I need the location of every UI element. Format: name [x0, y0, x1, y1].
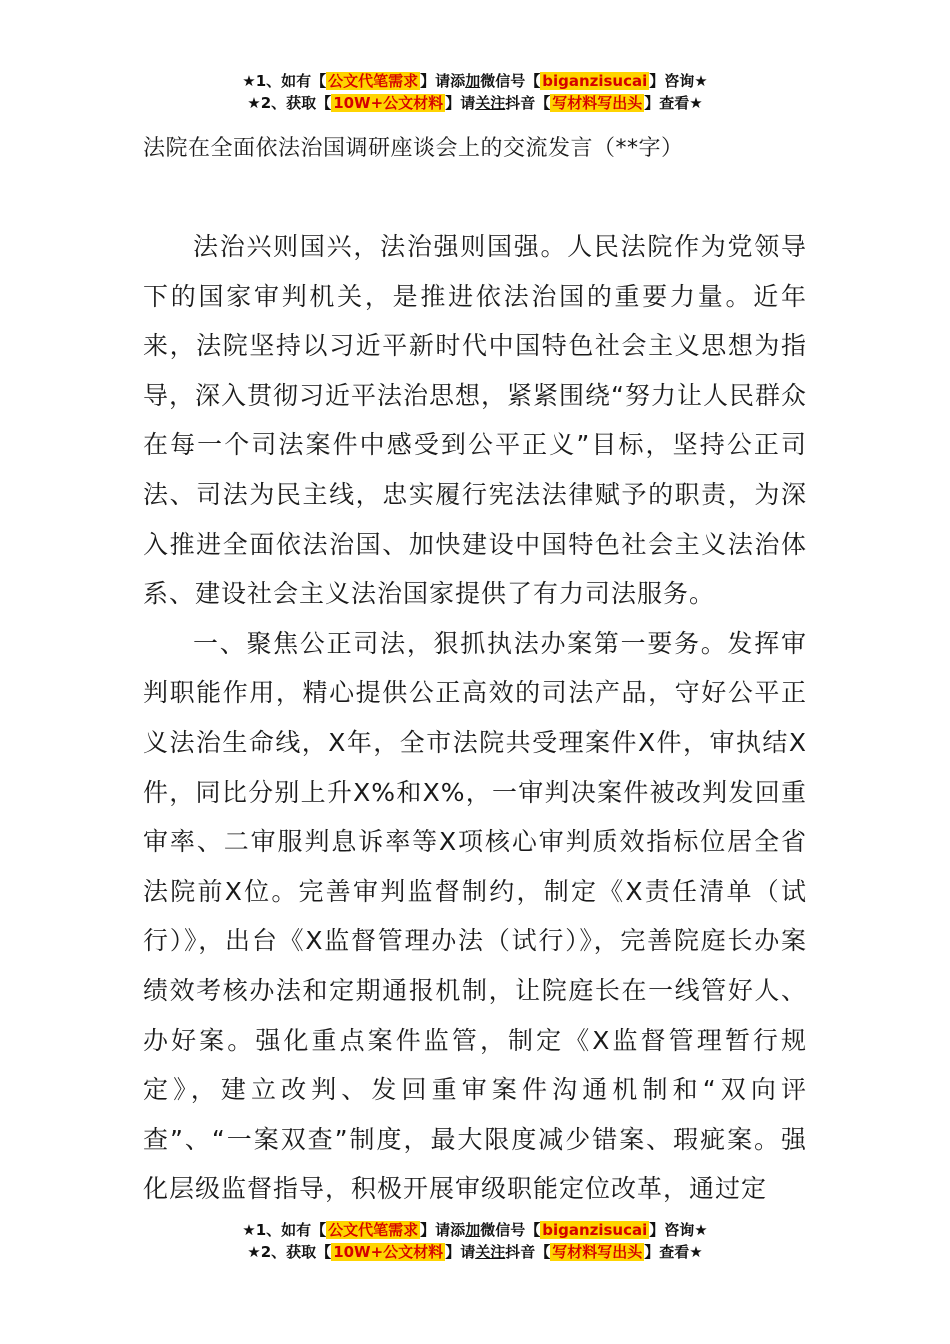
notice-text: 】查看★ — [644, 94, 703, 112]
notice-text: 】咨询★ — [649, 1221, 708, 1239]
notice-text: 抖音【 — [505, 94, 551, 112]
notice-text: ★2、获取【 — [247, 94, 332, 112]
highlight-wechat-id: biganzisucai — [542, 1221, 648, 1239]
top-notice-banner — [0, 70, 950, 114]
notice-text: 】请 — [445, 94, 476, 112]
notice-text: 加 — [465, 1221, 481, 1239]
highlight-materials: 10W+公文材料 — [333, 94, 444, 112]
notice-text: 关注 — [475, 94, 506, 112]
notice-line-1 — [0, 1219, 950, 1241]
notice-text: 关注 — [475, 1243, 506, 1261]
notice-text: ★2、获取【 — [247, 1243, 332, 1261]
notice-text: ★1、如有【 — [242, 72, 327, 90]
notice-text: 】请添 — [420, 1221, 466, 1239]
notice-text: 】咨询★ — [649, 72, 708, 90]
notice-line-2 — [0, 92, 950, 114]
notice-text: 】请 — [445, 1243, 476, 1261]
highlight-materials: 10W+公文材料 — [333, 1243, 444, 1261]
notice-line-1 — [0, 70, 950, 92]
notice-line-2 — [0, 1241, 950, 1263]
document-title: 法院在全面依法治国调研座谈会上的交流发言（**字） — [143, 136, 684, 161]
paragraph-section-1: 一、聚焦公正司法，狠抓执法办案第一要务。发挥审判职能作用，精心提供公正高效的司法产品，守好公平正义法治生命线，X年，全市法院共受理案件X件，审执结X件，同比分别上升X%和X%，一审判决案件被改判发回重审率、二审服判息诉率等X项核心审判质效指标位居全省法院前X位。完善审判监督制约，制定《X责任清单（试行）》，出台《X监督管理办法（试行）》，完善院庭长办案绩效考核办法和定期通报机制，让院庭长在一线管好人、办好案。强化重点案件监管，制定《X监督管理暂行规定》，建立改判、发回重审案件沟通机制和“双向评查”、“一案双查”制度，最大限度减少错案、瑕疵案。强化层级监督指导，积极开展审级职能定位改革，通过定 — [143, 628, 807, 1204]
highlight-ghostwriting: 公文代笔需求 — [328, 1221, 419, 1239]
notice-text: 微信号【 — [480, 1221, 541, 1239]
notice-text: 加 — [465, 72, 481, 90]
notice-text: 】查看★ — [644, 1243, 703, 1261]
highlight-wechat-id: biganzisucai — [542, 72, 648, 90]
highlight-douyin-account: 写材料写出头 — [552, 1243, 643, 1261]
notice-text: 抖音【 — [505, 1243, 551, 1261]
bottom-notice-banner — [0, 1219, 950, 1263]
notice-text: 微信号【 — [480, 72, 541, 90]
highlight-douyin-account: 写材料写出头 — [552, 94, 643, 112]
notice-text: 】请添 — [420, 72, 466, 90]
highlight-ghostwriting: 公文代笔需求 — [328, 72, 419, 90]
document-body — [143, 222, 807, 1214]
paragraph-intro: 法治兴则国兴，法治强则国强。人民法院作为党领导下的国家审判机关，是推进依法治国的重要力量。近年来，法院坚持以习近平新时代中国特色社会主义思想为指导，深入贯彻习近平法治思想，紧紧围绕“努力让人民群众在每一个司法案件中感受到公平正义”目标，坚持公正司法、司法为民主线，忠实履行宪法法律赋予的职责，为深入推进全面依法治国、加快建设中国特色社会主义法治体系、建设社会主义法治国家提供了有力司法服务。 — [143, 232, 807, 609]
notice-text: ★1、如有【 — [242, 1221, 327, 1239]
